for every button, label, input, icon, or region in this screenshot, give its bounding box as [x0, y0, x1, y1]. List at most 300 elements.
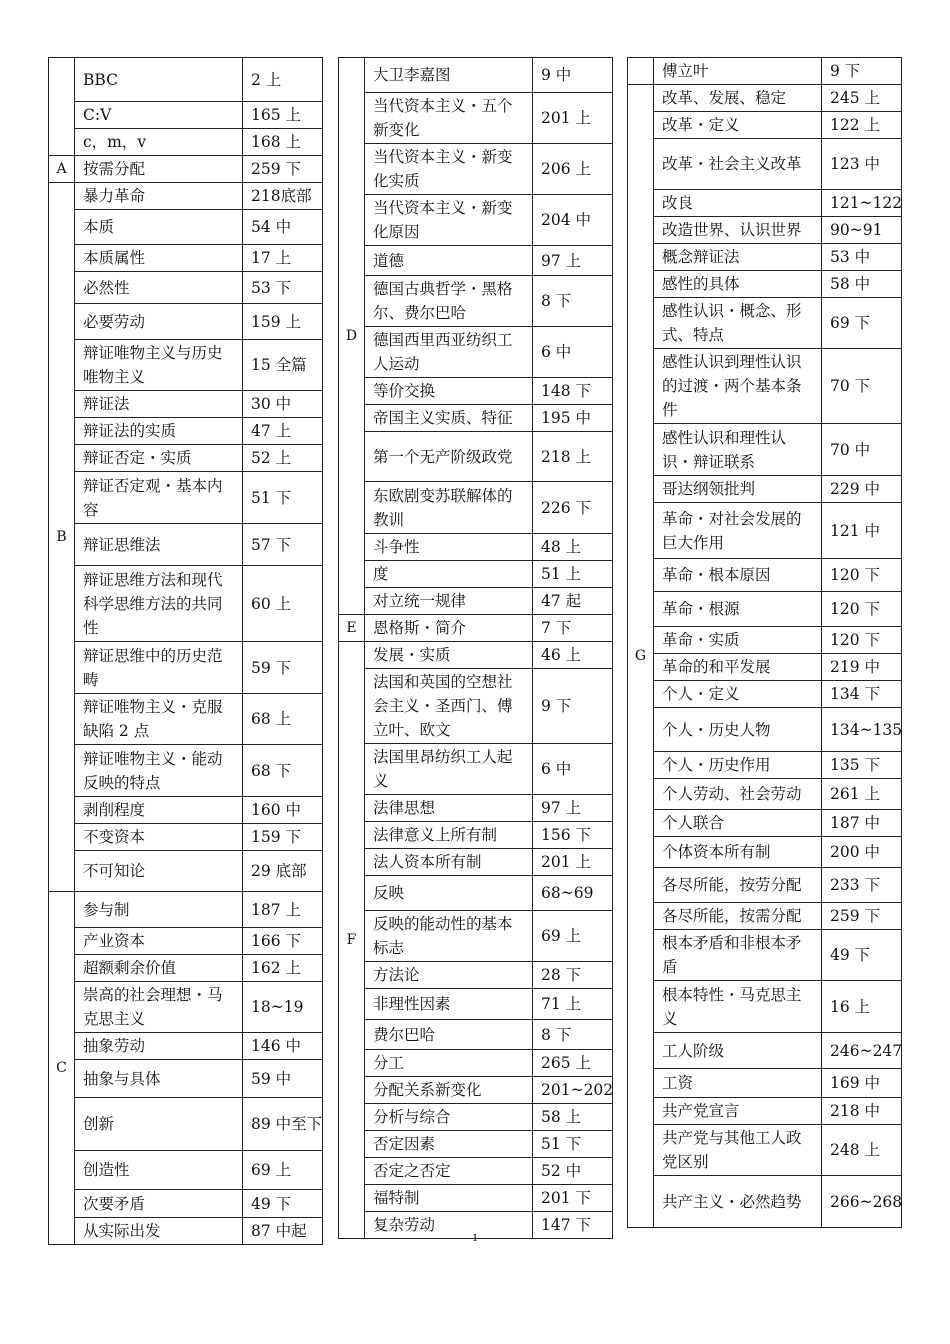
index-term: 第一个无产阶级政党 — [365, 432, 533, 482]
index-page-ref: 8 下 — [533, 1020, 613, 1050]
index-row — [49, 58, 323, 102]
index-page-ref: 162 上 — [243, 955, 323, 982]
index-row — [628, 559, 902, 592]
index-page-ref: 59 下 — [243, 642, 323, 694]
index-row — [49, 340, 323, 391]
index-page-ref: 168 上 — [243, 129, 323, 156]
index-row — [339, 911, 613, 962]
index-term: 辩证唯物主义・克服缺陷 2 点 — [75, 694, 243, 745]
index-page-ref: 51 下 — [243, 472, 323, 524]
index-row — [49, 694, 323, 745]
index-term: 方法论 — [365, 962, 533, 989]
index-page-ref: 53 下 — [243, 272, 323, 304]
index-page-ref: 233 下 — [822, 868, 902, 903]
index-page-ref: 135 下 — [822, 752, 902, 779]
index-row — [628, 810, 902, 837]
index-row — [49, 102, 323, 129]
index-term: 必要劳动 — [75, 304, 243, 340]
index-page-ref: 89 中至下 — [243, 1098, 323, 1151]
index-term: 反映 — [365, 876, 533, 911]
index-term: 否定之否定 — [365, 1158, 533, 1185]
index-page-ref: 48 上 — [533, 534, 613, 561]
index-page-ref: 259 下 — [243, 156, 323, 183]
index-column-2 — [338, 57, 612, 1239]
index-page-ref: 120 下 — [822, 627, 902, 654]
index-page-ref: 195 中 — [533, 405, 613, 432]
index-row — [339, 962, 613, 989]
index-page-ref: 187 中 — [822, 810, 902, 837]
index-term: 革命・对社会发展的巨大作用 — [654, 503, 822, 559]
index-term: 分配关系新变化 — [365, 1077, 533, 1104]
index-page-ref: 49 下 — [822, 930, 902, 981]
index-row — [628, 868, 902, 903]
index-term: 发展・实质 — [365, 642, 533, 669]
index-term: 辩证思维法 — [75, 524, 243, 566]
index-term: 福特制 — [365, 1185, 533, 1212]
index-row — [628, 424, 902, 476]
index-row — [49, 445, 323, 472]
index-row — [339, 432, 613, 482]
index-row — [339, 534, 613, 561]
index-page-ref: 120 下 — [822, 592, 902, 627]
index-row — [339, 849, 613, 876]
index-term: 革命的和平发展 — [654, 654, 822, 681]
index-page-ref: 165 上 — [243, 102, 323, 129]
index-page-ref: 218 中 — [822, 1098, 902, 1125]
index-term: 道德 — [365, 246, 533, 276]
index-term: 改良 — [654, 190, 822, 217]
index-term: c，m，v — [75, 129, 243, 156]
index-term: 超额剩余价值 — [75, 955, 243, 982]
index-page-ref: 147 下 — [533, 1212, 613, 1239]
letter-group-cell: F — [339, 642, 365, 1239]
index-row — [339, 327, 613, 378]
index-row — [628, 627, 902, 654]
index-page-ref: 30 中 — [243, 391, 323, 418]
index-term: 傅立叶 — [654, 58, 822, 85]
index-page-ref: 52 上 — [243, 445, 323, 472]
letter-group-cell: A — [49, 156, 75, 183]
index-term: 革命・根本原因 — [654, 559, 822, 592]
index-row — [628, 654, 902, 681]
index-term: 剥削程度 — [75, 797, 243, 824]
index-page-ref: 266~268 — [822, 1176, 902, 1228]
index-page-ref: 219 中 — [822, 654, 902, 681]
index-row — [339, 144, 613, 195]
index-row — [339, 642, 613, 669]
index-page-ref: 121 中 — [822, 503, 902, 559]
index-page-ref: 226 下 — [533, 482, 613, 534]
index-row — [49, 928, 323, 955]
index-page-ref: 200 中 — [822, 837, 902, 868]
index-term: 法国和英国的空想社会主义・圣西门、傅立叶、欧文 — [365, 669, 533, 744]
index-term: 感性的具体 — [654, 271, 822, 298]
index-term: 辩证法的实质 — [75, 418, 243, 445]
index-term: 革命・根源 — [654, 592, 822, 627]
index-page-ref: 201 上 — [533, 849, 613, 876]
index-term: 复杂劳动 — [365, 1212, 533, 1239]
index-row — [628, 1098, 902, 1125]
index-row — [49, 955, 323, 982]
index-term: 感性认识・概念、形式、特点 — [654, 298, 822, 349]
index-row — [339, 58, 613, 93]
index-term: 按需分配 — [75, 156, 243, 183]
index-term: 个人・历史作用 — [654, 752, 822, 779]
index-row — [628, 708, 902, 752]
index-term: 概念辩证法 — [654, 244, 822, 271]
index-term: 不变资本 — [75, 824, 243, 851]
index-row — [49, 418, 323, 445]
index-page-ref: 69 上 — [533, 911, 613, 962]
index-term: 德国西里西亚纺织工人运动 — [365, 327, 533, 378]
index-page-ref: 58 中 — [822, 271, 902, 298]
index-row — [628, 190, 902, 217]
index-term: 不可知论 — [75, 851, 243, 892]
index-row — [628, 244, 902, 271]
index-page-ref: 69 上 — [243, 1151, 323, 1190]
index-term: 对立统一规律 — [365, 588, 533, 615]
index-term: 抽象劳动 — [75, 1033, 243, 1060]
index-page-ref: 7 下 — [533, 615, 613, 642]
index-row — [628, 681, 902, 708]
index-row — [628, 217, 902, 244]
index-page-ref: 122 上 — [822, 112, 902, 139]
index-term: 个人・定义 — [654, 681, 822, 708]
index-row — [339, 195, 613, 246]
index-page-ref: 166 下 — [243, 928, 323, 955]
index-page-ref: 18~19 — [243, 982, 323, 1033]
index-page-ref: 90~91 — [822, 217, 902, 244]
index-page-ref: 2 上 — [243, 58, 323, 102]
index-page-ref: 248 上 — [822, 1125, 902, 1176]
index-row — [49, 272, 323, 304]
index-term: 当代资本主义・新变化实质 — [365, 144, 533, 195]
index-term: 参与制 — [75, 892, 243, 928]
index-page-ref: 160 中 — [243, 797, 323, 824]
index-row — [339, 482, 613, 534]
index-term: 根本矛盾和非根本矛盾 — [654, 930, 822, 981]
index-page-ref: 159 下 — [243, 824, 323, 851]
index-page-ref: 15 全篇 — [243, 340, 323, 391]
index-page-ref: 54 中 — [243, 210, 323, 245]
index-page-ref: 146 中 — [243, 1033, 323, 1060]
index-term: 工人阶级 — [654, 1033, 822, 1069]
index-term: 帝国主义实质、特征 — [365, 405, 533, 432]
letter-group-cell — [49, 58, 75, 156]
index-row — [628, 592, 902, 627]
index-row — [49, 1060, 323, 1098]
index-term: 法律思想 — [365, 795, 533, 822]
index-row — [49, 210, 323, 245]
index-page-ref: 28 下 — [533, 962, 613, 989]
index-row — [339, 989, 613, 1020]
index-term: 否定因素 — [365, 1131, 533, 1158]
index-row — [49, 472, 323, 524]
index-row — [339, 1185, 613, 1212]
index-page-ref: 134 下 — [822, 681, 902, 708]
index-page-ref: 51 下 — [533, 1131, 613, 1158]
index-page-ref: 57 下 — [243, 524, 323, 566]
index-page-ref: 259 下 — [822, 903, 902, 930]
index-term: 当代资本主义・五个新变化 — [365, 93, 533, 144]
index-page-ref: 9 下 — [533, 669, 613, 744]
index-column-3 — [627, 57, 901, 1228]
index-page-ref: 46 上 — [533, 642, 613, 669]
index-page-ref: 201 上 — [533, 93, 613, 144]
index-row — [49, 1098, 323, 1151]
index-row — [628, 476, 902, 503]
index-term: 改革、发展、稳定 — [654, 85, 822, 112]
index-term: 德国古典哲学・黑格尔、费尔巴哈 — [365, 276, 533, 327]
index-row — [49, 304, 323, 340]
index-term: 个人联合 — [654, 810, 822, 837]
index-page-ref: 51 上 — [533, 561, 613, 588]
index-term: 改造世界、认识世界 — [654, 217, 822, 244]
index-page-ref: 218底部 — [243, 183, 323, 210]
index-page-ref: 156 下 — [533, 822, 613, 849]
index-row — [49, 982, 323, 1033]
index-term: 哥达纲领批判 — [654, 476, 822, 503]
index-term: 法律意义上所有制 — [365, 822, 533, 849]
index-page-ref: 49 下 — [243, 1190, 323, 1218]
index-row — [628, 930, 902, 981]
index-page-ref: 69 下 — [822, 298, 902, 349]
index-row — [49, 1190, 323, 1218]
index-term: 辩证唯物主义・能动反映的特点 — [75, 745, 243, 797]
index-term: 本质 — [75, 210, 243, 245]
index-row — [339, 1131, 613, 1158]
index-page-ref: 52 中 — [533, 1158, 613, 1185]
index-term: 辩证思维中的历史范畴 — [75, 642, 243, 694]
index-term: 改革・社会主义改革 — [654, 139, 822, 190]
index-page-ref: 169 中 — [822, 1069, 902, 1098]
index-page-ref: 159 上 — [243, 304, 323, 340]
index-term: 等价交换 — [365, 378, 533, 405]
index-page-ref: 9 下 — [822, 58, 902, 85]
index-term: 从实际出发 — [75, 1218, 243, 1245]
index-row — [339, 744, 613, 795]
index-page-ref: 71 上 — [533, 989, 613, 1020]
page-number: 1 — [472, 1230, 478, 1244]
index-page-ref: 121~122 — [822, 190, 902, 217]
index-page-ref: 29 底部 — [243, 851, 323, 892]
index-row — [628, 981, 902, 1033]
index-row — [339, 93, 613, 144]
index-row — [49, 524, 323, 566]
index-row — [49, 129, 323, 156]
index-page-ref: 47 上 — [243, 418, 323, 445]
index-page-ref: 70 下 — [822, 349, 902, 424]
index-term: 共产主义・必然趋势 — [654, 1176, 822, 1228]
index-term: 辩证唯物主义与历史唯物主义 — [75, 340, 243, 391]
index-page-ref: 53 中 — [822, 244, 902, 271]
index-term: 大卫李嘉图 — [365, 58, 533, 93]
index-term: 次要矛盾 — [75, 1190, 243, 1218]
index-term: 分工 — [365, 1050, 533, 1077]
index-row — [339, 1077, 613, 1104]
index-term: 改革・定义 — [654, 112, 822, 139]
index-row — [628, 837, 902, 868]
index-term: 根本特性・马克思主义 — [654, 981, 822, 1033]
index-term: 共产党宣言 — [654, 1098, 822, 1125]
index-page-ref: 246~247 — [822, 1033, 902, 1069]
index-page-ref: 245 上 — [822, 85, 902, 112]
index-row — [49, 245, 323, 272]
index-page-ref: 229 中 — [822, 476, 902, 503]
index-page-ref: 201~202 — [533, 1077, 613, 1104]
index-term: 感性认识和理性认识・辩证联系 — [654, 424, 822, 476]
index-row — [49, 851, 323, 892]
index-term: 恩格斯・简介 — [365, 615, 533, 642]
index-row — [49, 824, 323, 851]
index-page-ref: 187 上 — [243, 892, 323, 928]
index-page-ref: 70 中 — [822, 424, 902, 476]
index-row — [49, 566, 323, 642]
index-term: 辩证否定・实质 — [75, 445, 243, 472]
index-page-ref: 87 中起 — [243, 1218, 323, 1245]
letter-group-cell: B — [49, 183, 75, 892]
index-term: 个体资本所有制 — [654, 837, 822, 868]
index-row — [49, 892, 323, 928]
index-row — [339, 1020, 613, 1050]
index-page-ref: 16 上 — [822, 981, 902, 1033]
index-page-ref: 6 中 — [533, 327, 613, 378]
index-row — [628, 1125, 902, 1176]
index-term: 法人资本所有制 — [365, 849, 533, 876]
index-page-ref: 68~69 — [533, 876, 613, 911]
index-term: 崇高的社会理想・马克思主义 — [75, 982, 243, 1033]
index-row — [339, 795, 613, 822]
index-term: 必然性 — [75, 272, 243, 304]
index-term: 个人劳动、社会劳动 — [654, 779, 822, 810]
index-page-ref: 60 上 — [243, 566, 323, 642]
index-row — [339, 669, 613, 744]
index-page-ref: 8 下 — [533, 276, 613, 327]
index-page-ref: 17 上 — [243, 245, 323, 272]
index-row — [628, 903, 902, 930]
index-term: 辩证法 — [75, 391, 243, 418]
index-term: 个人・历史人物 — [654, 708, 822, 752]
index-term: 工资 — [654, 1069, 822, 1098]
index-row — [339, 1050, 613, 1077]
index-row — [628, 85, 902, 112]
letter-group-cell: D — [339, 58, 365, 615]
index-page-ref: 148 下 — [533, 378, 613, 405]
index-term: 费尔巴哈 — [365, 1020, 533, 1050]
index-page-ref: 206 上 — [533, 144, 613, 195]
index-row — [339, 1158, 613, 1185]
index-row — [628, 139, 902, 190]
index-term: 斗争性 — [365, 534, 533, 561]
letter-group-cell: G — [628, 85, 654, 1228]
letter-group-cell: C — [49, 892, 75, 1245]
index-row — [628, 112, 902, 139]
index-page-ref: 97 上 — [533, 795, 613, 822]
index-term: 辩证否定观・基本内容 — [75, 472, 243, 524]
index-row — [628, 1069, 902, 1098]
index-term: 法国里昂纺织工人起义 — [365, 744, 533, 795]
index-row — [339, 561, 613, 588]
index-row — [339, 378, 613, 405]
index-row — [628, 349, 902, 424]
index-page-ref: 97 上 — [533, 246, 613, 276]
index-term: 暴力革命 — [75, 183, 243, 210]
index-term: BBC — [75, 58, 243, 102]
index-term: 东欧剧变苏联解体的教训 — [365, 482, 533, 534]
index-page-ref: 59 中 — [243, 1060, 323, 1098]
index-row — [628, 752, 902, 779]
index-row — [49, 156, 323, 183]
index-term: 创造性 — [75, 1151, 243, 1190]
index-page-ref: 204 中 — [533, 195, 613, 246]
index-row — [628, 1033, 902, 1069]
index-page-ref: 68 下 — [243, 745, 323, 797]
index-row — [339, 405, 613, 432]
index-row — [339, 246, 613, 276]
index-term: 创新 — [75, 1098, 243, 1151]
index-page-ref: 68 上 — [243, 694, 323, 745]
index-row — [628, 1176, 902, 1228]
index-term: 抽象与具体 — [75, 1060, 243, 1098]
index-term: 辩证思维方法和现代科学思维方法的共同性 — [75, 566, 243, 642]
index-row — [49, 797, 323, 824]
index-term: 产业资本 — [75, 928, 243, 955]
index-row — [49, 391, 323, 418]
index-row — [49, 642, 323, 694]
index-row — [628, 58, 902, 85]
index-row — [339, 615, 613, 642]
letter-group-cell: E — [339, 615, 365, 642]
index-term: 反映的能动性的基本标志 — [365, 911, 533, 962]
index-page-ref: 47 起 — [533, 588, 613, 615]
index-page-ref: 134~135 — [822, 708, 902, 752]
index-row — [339, 876, 613, 911]
index-term: 本质属性 — [75, 245, 243, 272]
index-row — [628, 503, 902, 559]
index-page-ref: 9 中 — [533, 58, 613, 93]
index-row — [628, 298, 902, 349]
index-row — [49, 1033, 323, 1060]
index-term: 分析与综合 — [365, 1104, 533, 1131]
index-row — [49, 745, 323, 797]
index-page-ref: 261 上 — [822, 779, 902, 810]
index-row — [339, 822, 613, 849]
index-row — [339, 588, 613, 615]
index-row — [49, 183, 323, 210]
index-page-ref: 218 上 — [533, 432, 613, 482]
letter-group-cell — [628, 58, 654, 85]
index-term: 共产党与其他工人政党区别 — [654, 1125, 822, 1176]
index-term: 度 — [365, 561, 533, 588]
index-term: 当代资本主义・新变化原因 — [365, 195, 533, 246]
index-column-1 — [48, 57, 322, 1245]
index-page-ref: 6 中 — [533, 744, 613, 795]
index-row — [49, 1151, 323, 1190]
index-page-ref: 120 下 — [822, 559, 902, 592]
index-page-ref: 123 中 — [822, 139, 902, 190]
index-term: 各尽所能，按需分配 — [654, 903, 822, 930]
index-term: 各尽所能，按劳分配 — [654, 868, 822, 903]
index-term: 革命・实质 — [654, 627, 822, 654]
index-term: 非理性因素 — [365, 989, 533, 1020]
index-page-ref: 201 下 — [533, 1185, 613, 1212]
index-row — [628, 779, 902, 810]
index-row — [339, 276, 613, 327]
index-term: C:V — [75, 102, 243, 129]
index-row — [628, 271, 902, 298]
index-term: 感性认识到理性认识的过渡・两个基本条件 — [654, 349, 822, 424]
index-page-ref: 58 上 — [533, 1104, 613, 1131]
